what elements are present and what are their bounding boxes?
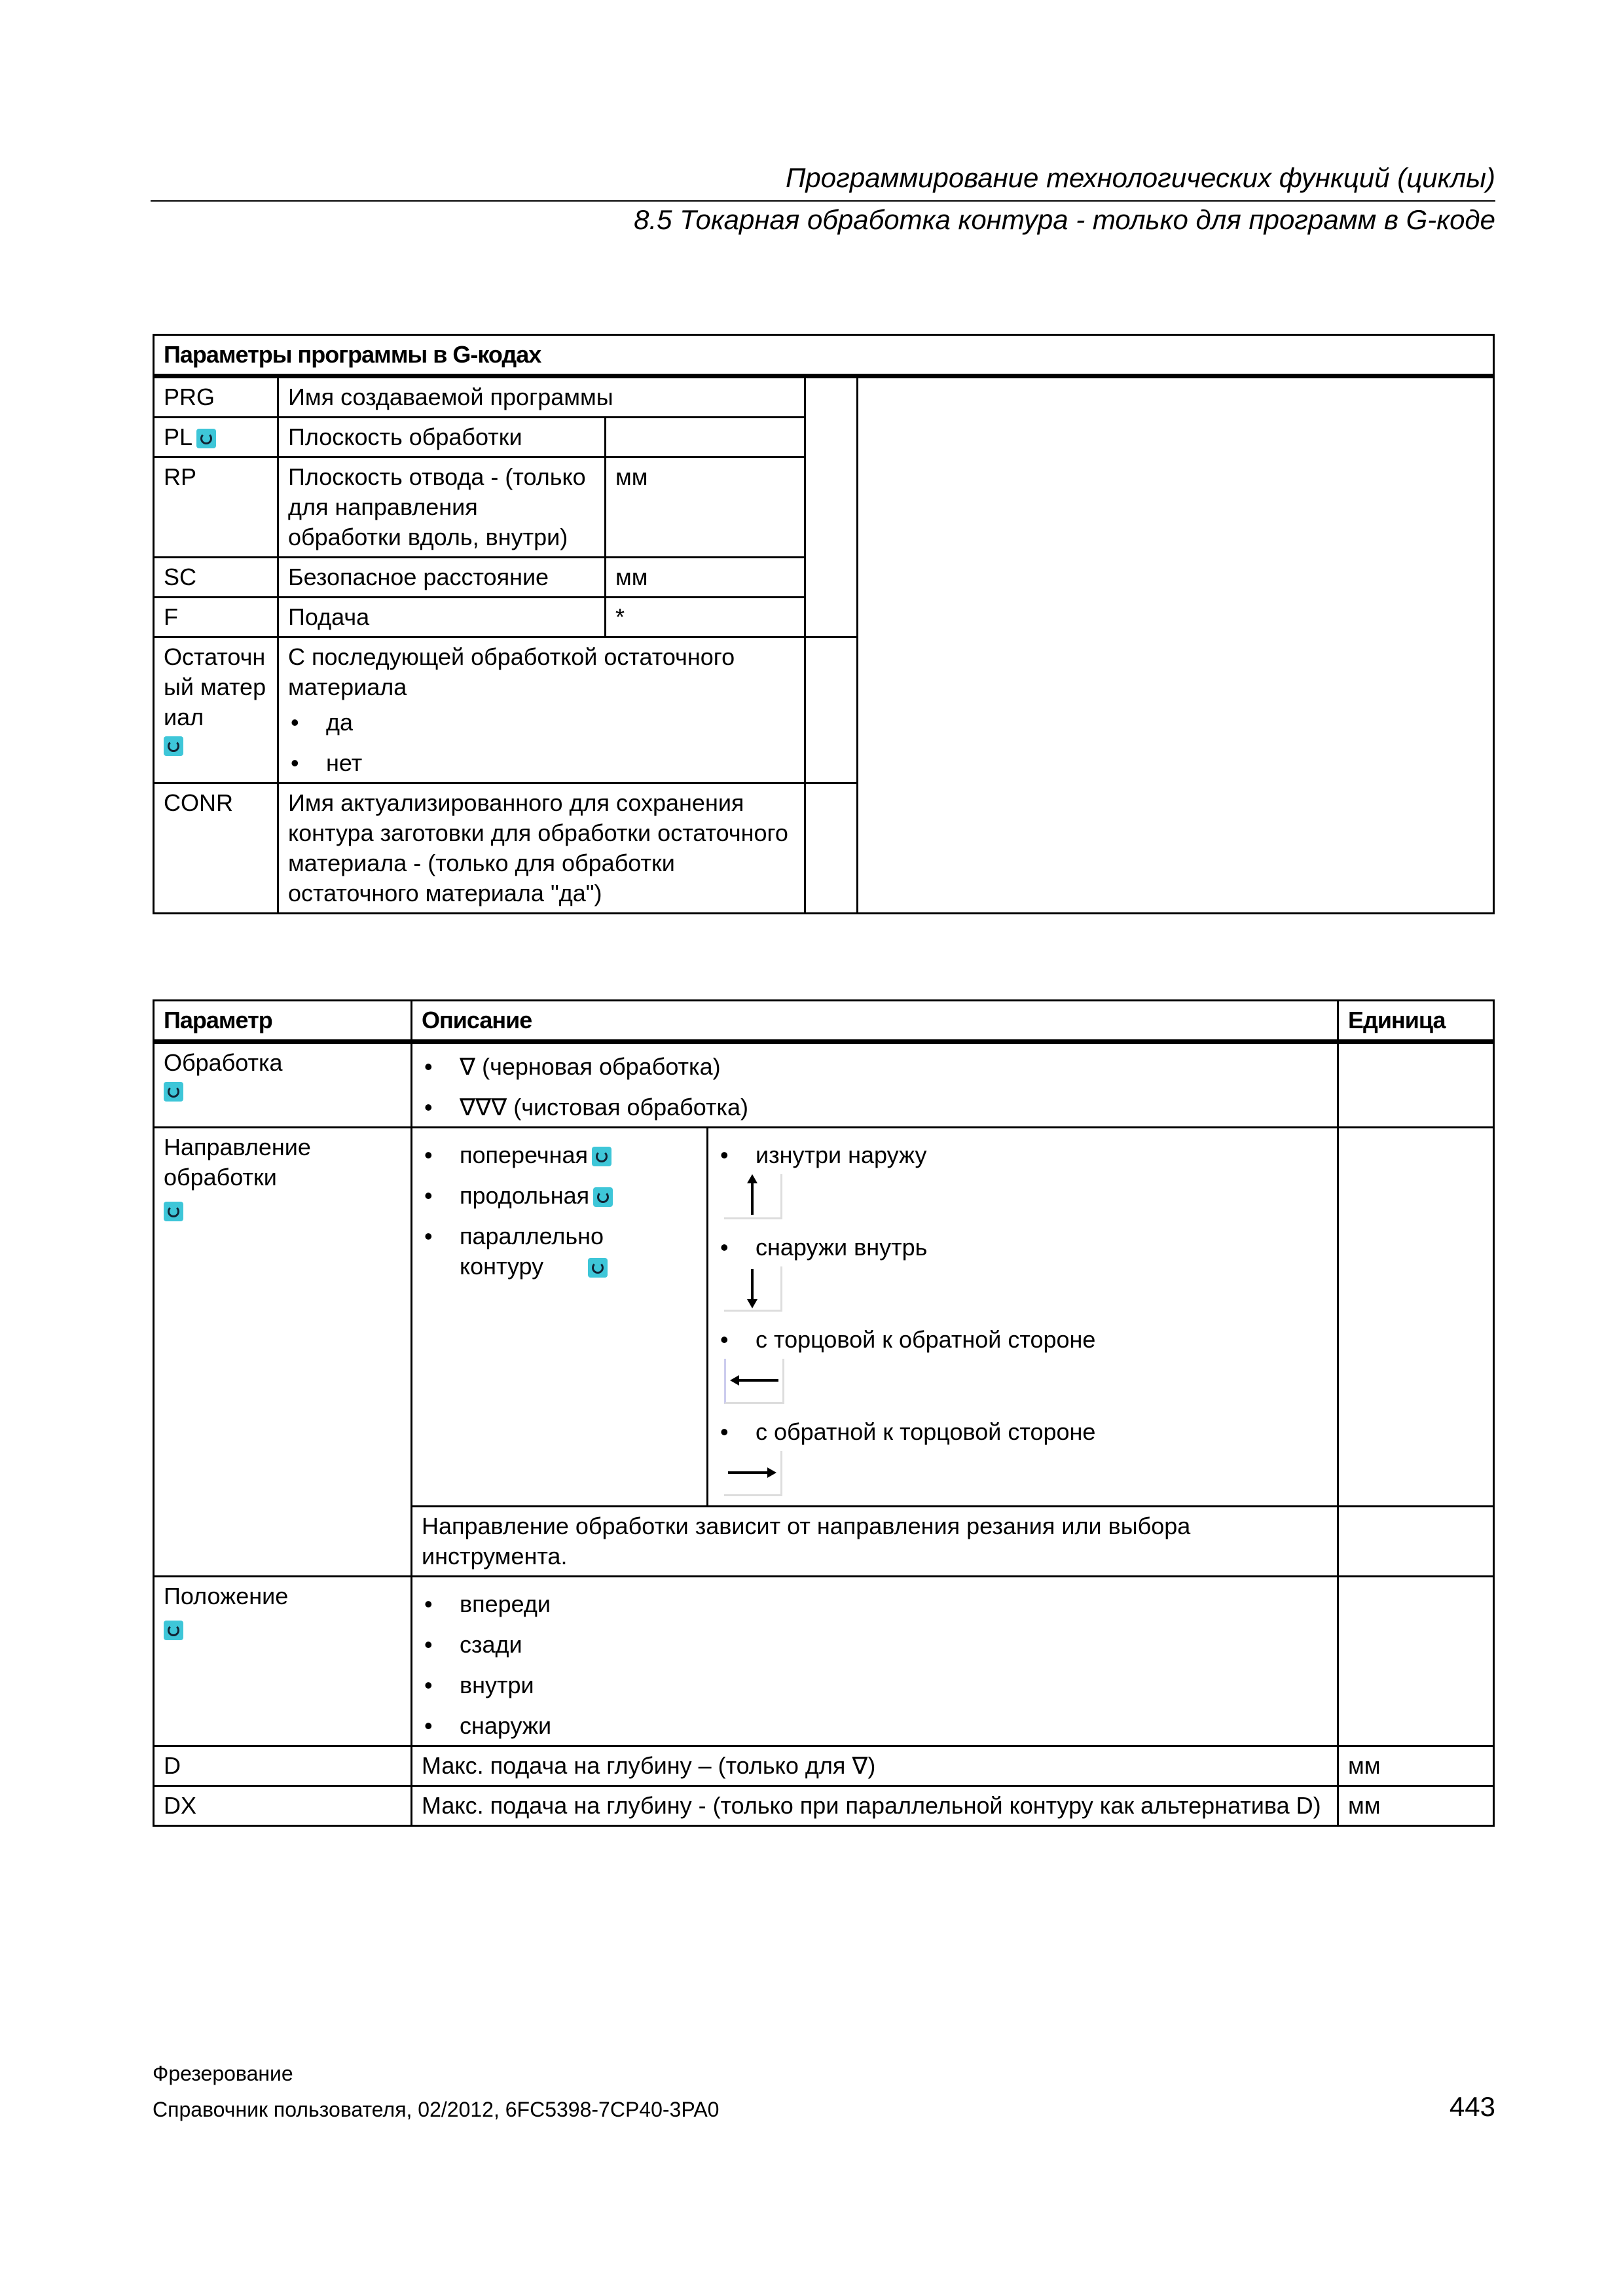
param-desc: С последующей обработкой остаточного материала • да • нет [278,637,805,783]
empty-cell [805,376,858,637]
option-item: • внутри [422,1670,1328,1700]
option-item: • впереди [422,1589,1328,1619]
footer-product: Фрезерование [153,2062,293,2085]
option-item: • нет [288,748,795,778]
option-item: • поперечная [422,1140,697,1170]
option-item: • сзади [422,1630,1328,1660]
cycle-toggle-icon[interactable] [196,429,216,448]
option-item: • с обратной к торцовой стороне [718,1417,1328,1447]
direction-type-cell [412,1128,708,1507]
empty-cell [805,783,858,914]
direction-sense-cell [708,1128,1338,1507]
footer-manual-info: Справочник пользователя, 02/2012, 6FC5398-7CP40-3PA0 [153,2098,720,2121]
empty-cell [1338,1577,1494,1746]
cycle-toggle-icon[interactable] [164,1082,183,1102]
param-desc: Плоскость отвода - (только для направления обработки вдоль, внутри) [278,457,606,558]
cycle-toggle-icon[interactable] [593,1187,613,1207]
param-unit: * [606,598,805,637]
col-header-desc: Описание [412,1001,1338,1042]
param-desc: Подача [278,598,606,637]
param-name: RP [154,457,278,558]
cycle-toggle-icon[interactable] [592,1147,611,1166]
empty-cell [1338,1042,1494,1128]
param-desc: Безопасное расстояние [278,558,606,598]
arrow-up-icon [724,1174,782,1219]
param-name: Положение [154,1577,412,1746]
param-name: PRG [154,376,278,418]
table1-title: Параметры программы в G-кодах [154,335,1494,376]
param-desc: Имя актуализированного для сохранения контура заготовки для обработки остаточного материала - (только для обработки остаточного материала "да") [278,783,805,914]
empty-cell [805,637,858,783]
empty-cell [858,376,1494,914]
param-name: D [154,1746,412,1786]
param-name: Направление обработки [154,1128,412,1577]
param-unit [606,418,805,457]
param-name: PL [154,418,278,457]
cycle-toggle-icon[interactable] [164,1202,183,1221]
section-title: 8.5 Токарная обработка контура - только для программ в G-коде [634,204,1495,235]
cycle-toggle-icon[interactable] [164,1621,183,1640]
empty-cell [1338,1507,1494,1577]
option-item: • параллельно контуру [422,1221,697,1282]
arrow-down-icon [724,1266,782,1312]
param-desc: Макс. подача на глубину - (только при параллельной контуру как альтернатива D) [412,1786,1338,1826]
param-desc: Макс. подача на глубину – (только для ∇) [412,1746,1338,1786]
chapter-title: Программирование технологических функций (циклы) [785,162,1495,193]
col-header-unit: Единица [1338,1001,1494,1042]
param-unit: мм [1338,1786,1494,1826]
param-desc [412,1577,1338,1746]
arrow-right-icon [724,1451,782,1496]
param-unit: мм [1338,1746,1494,1786]
param-desc [412,1042,1338,1128]
param-name: DX [154,1786,412,1826]
option-item: • снаружи [422,1711,1328,1741]
parameter-description-table [153,999,1495,1827]
header-divider [151,200,1495,202]
empty-cell [1338,1128,1494,1507]
option-item: • ∇ (черновая обработка) [422,1052,1328,1082]
param-name: CONR [154,783,278,914]
option-item: • ∇∇∇ (чистовая обработка) [422,1092,1328,1122]
arrow-left-icon [724,1359,784,1404]
option-item: • с торцовой к обратной стороне [718,1325,1328,1355]
program-parameters-table [153,334,1495,914]
option-item: • изнутри наружу [718,1140,1328,1170]
param-unit: мм [606,457,805,558]
cycle-toggle-icon[interactable] [164,736,183,756]
param-desc: Плоскость обработки [278,418,606,457]
cycle-toggle-icon[interactable] [588,1258,608,1278]
param-name: Остаточный материал [154,637,278,783]
param-desc: Имя создаваемой программы [278,376,805,418]
direction-note: Направление обработки зависит от направления резания или выбора инструмента. [412,1507,1338,1577]
page-number: 443 [1449,2091,1495,2122]
option-item: • снаружи внутрь [718,1232,1328,1263]
param-name: Обработка [154,1042,412,1128]
col-header-param: Параметр [154,1001,412,1042]
param-name: SC [154,558,278,598]
param-name: F [154,598,278,637]
option-item: • продольная [422,1181,697,1211]
option-item: • да [288,708,795,738]
param-unit: мм [606,558,805,598]
